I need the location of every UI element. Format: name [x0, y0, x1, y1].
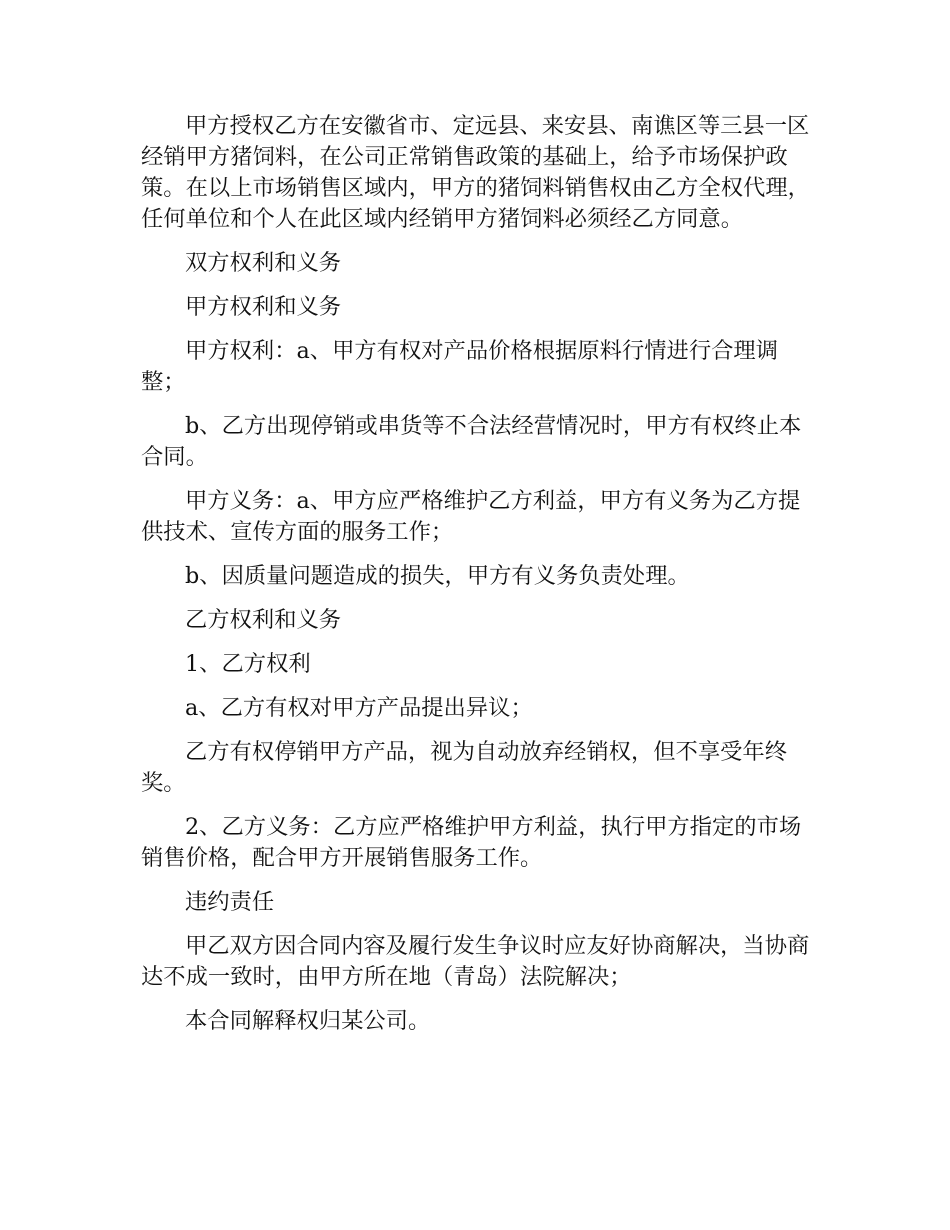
- heading-party-b-rights: 乙方权利和义务: [185, 607, 342, 633]
- paragraph-party-a-duty-b: b、因质量问题造成的损失，甲方有义务负责处理。: [185, 563, 690, 589]
- paragraph-party-a-right-b: b、乙方出现停销或串货等不合法经营情况时，甲方有权终止本合同。: [141, 413, 802, 470]
- heading-mutual-rights: 双方权利和义务: [185, 250, 342, 276]
- subheading-party-b-right: 1、乙方权利: [185, 651, 311, 677]
- paragraph-party-a-right-a: 甲方权利：a、甲方有权对产品价格根据原料行情进行合理调整；: [141, 338, 779, 395]
- document-body: [141, 111, 813, 1050]
- heading-party-a-rights: 甲方权利和义务: [185, 294, 342, 320]
- paragraph-interpretation-right: 本合同解释权归某公司。: [185, 1008, 431, 1034]
- heading-breach-liability: 违约责任: [185, 889, 275, 915]
- paragraph-dispute-resolution: 甲乙双方因合同内容及履行发生争议时应友好协商解决，当协商达不成一致时，由甲方所在地（青岛）法院解决；: [141, 933, 810, 990]
- paragraph-party-b-duty: 2、乙方义务：乙方应严格维护甲方利益，执行甲方指定的市场销售价格，配合甲方开展销售服务工作。: [141, 814, 802, 871]
- paragraph-party-b-right-a: a、乙方有权对甲方产品提出异议；: [185, 695, 533, 721]
- paragraph-authorization: 甲方授权乙方在安徽省市、定远县、来安县、南谯区等三县一区经销甲方猪饲料，在公司正常销售政策的基础上，给予市场保护政策。在以上市场销售区域内，甲方的猪饲料销售权由乙方全权代理，任何单位和个人在此区域内经销甲方猪饲料必须经乙方同意。: [141, 113, 810, 232]
- paragraph-party-a-duty-a: 甲方义务：a、甲方应严格维护乙方利益，甲方有义务为乙方提供技术、宣传方面的服务工作；: [141, 488, 801, 545]
- paragraph-party-b-right-stop: 乙方有权停销甲方产品，视为自动放弃经销权，但不享受年终奖。: [141, 739, 788, 796]
